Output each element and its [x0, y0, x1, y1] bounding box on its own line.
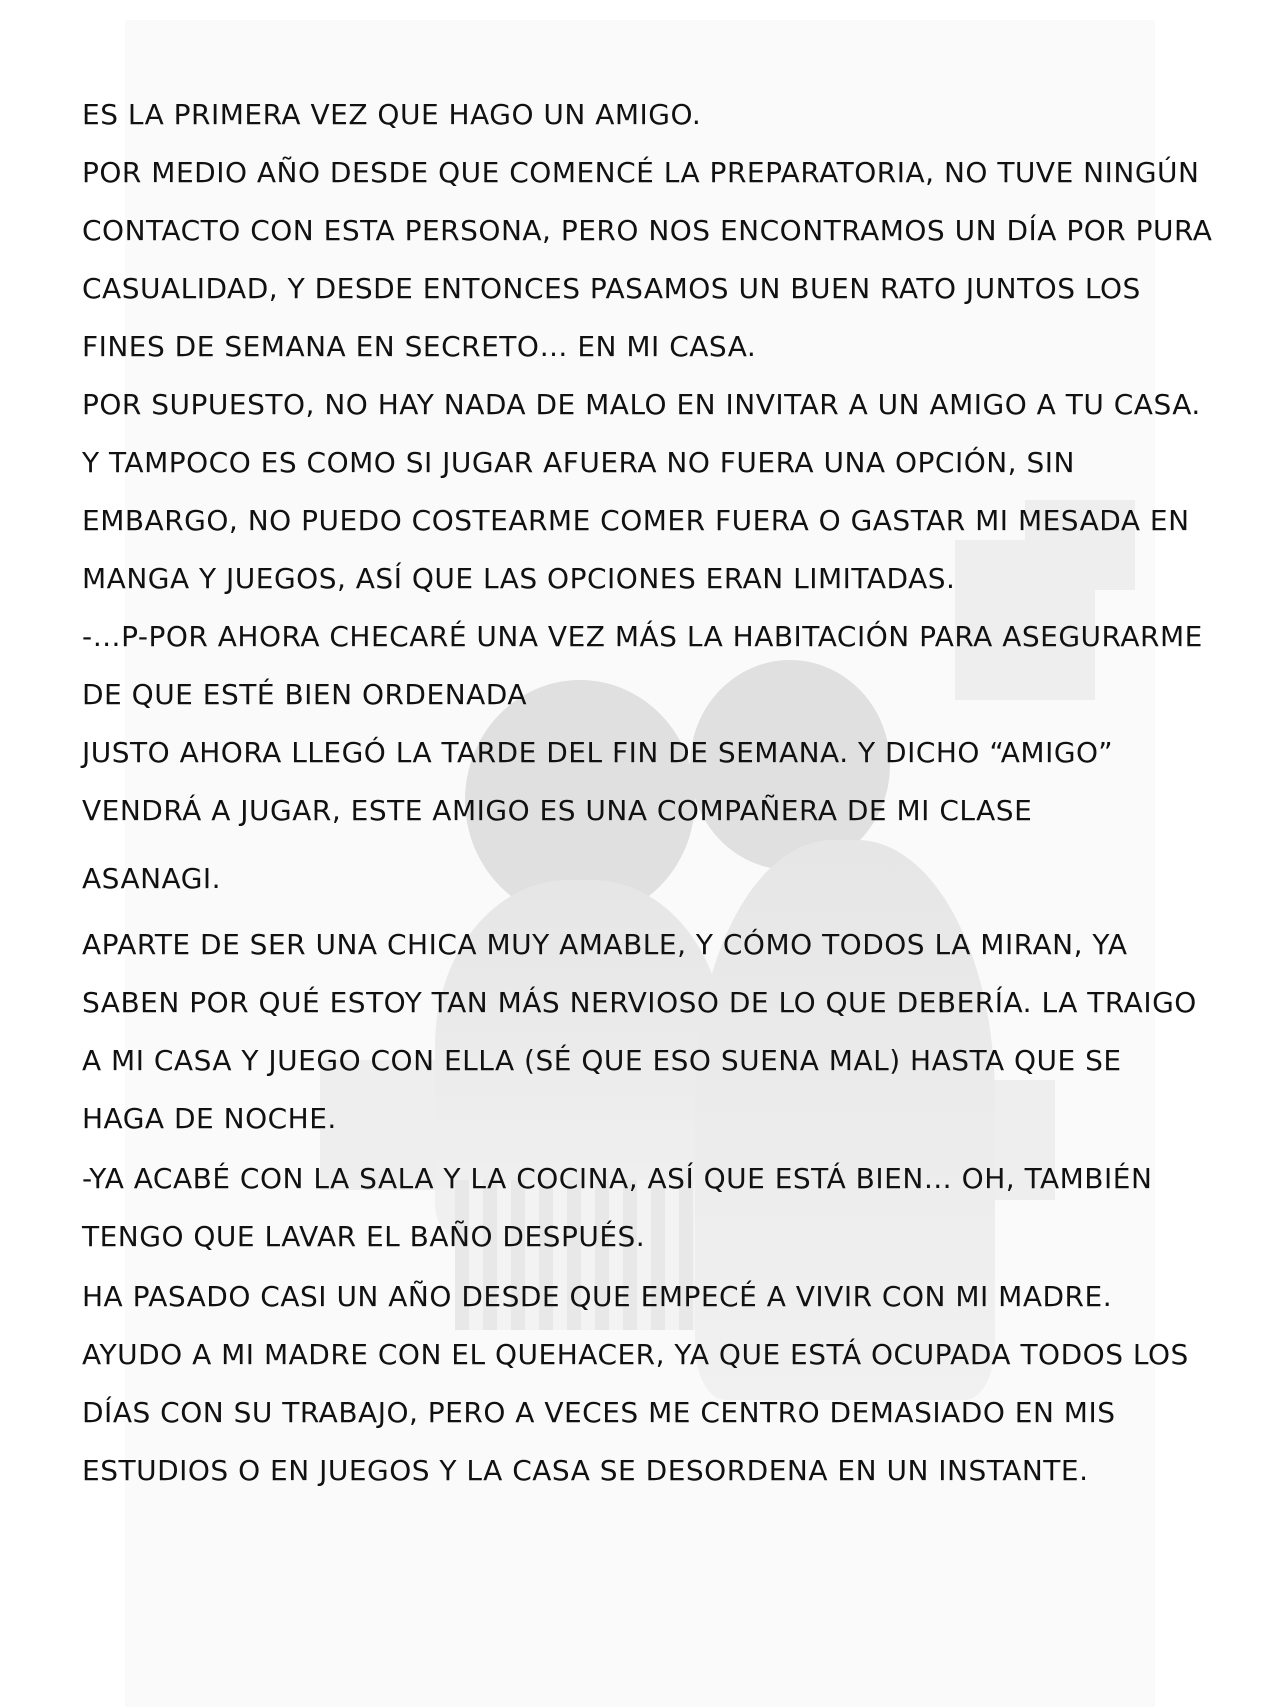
text-line: ASANAGI. — [82, 862, 222, 895]
text-line: POR SUPUESTO, NO HAY NADA DE MALO EN INVITAR A UN AMIGO A TU CASA. — [82, 388, 1201, 421]
text-line: HA PASADO CASI UN AÑO DESDE QUE EMPECÉ A VIVIR CON MI MADRE. — [82, 1280, 1113, 1313]
text-line: ES LA PRIMERA VEZ QUE HAGO UN AMIGO. — [82, 98, 702, 131]
text-line: Y TAMPOCO ES COMO SI JUGAR AFUERA NO FUERA UNA OPCIÓN, SIN — [82, 446, 1075, 479]
text-line: DÍAS CON SU TRABAJO, PERO A VECES ME CENTRO DEMASIADO EN MIS — [82, 1396, 1116, 1429]
text-line: EMBARGO, NO PUEDO COSTEARME COMER FUERA O GASTAR MI MESADA EN — [82, 504, 1190, 537]
text-line: POR MEDIO AÑO DESDE QUE COMENCÉ LA PREPARATORIA, NO TUVE NINGÚN — [82, 156, 1200, 189]
text-line: SABEN POR QUÉ ESTOY TAN MÁS NERVIOSO DE LO QUE DEBERÍA. LA TRAIGO — [82, 986, 1197, 1019]
text-line: TENGO QUE LAVAR EL BAÑO DESPUÉS. — [82, 1220, 646, 1253]
text-line: JUSTO AHORA LLEGÓ LA TARDE DEL FIN DE SEMANA. Y DICHO “AMIGO” — [82, 736, 1114, 769]
text-line: HAGA DE NOCHE. — [82, 1102, 337, 1135]
text-line: -YA ACABÉ CON LA SALA Y LA COCINA, ASÍ QUE ESTÁ BIEN… OH, TAMBIÉN — [82, 1162, 1153, 1195]
text-line: FINES DE SEMANA EN SECRETO… EN MI CASA. — [82, 330, 757, 363]
text-line: APARTE DE SER UNA CHICA MUY AMABLE, Y CÓMO TODOS LA MIRAN, YA — [82, 928, 1128, 961]
text-line: A MI CASA Y JUEGO CON ELLA (SÉ QUE ESO SUENA MAL) HASTA QUE SE — [82, 1044, 1122, 1077]
text-line: CASUALIDAD, Y DESDE ENTONCES PASAMOS UN BUEN RATO JUNTOS LOS — [82, 272, 1141, 305]
text-line: CONTACTO CON ESTA PERSONA, PERO NOS ENCONTRAMOS UN DÍA POR PURA — [82, 214, 1213, 247]
text-line: ESTUDIOS O EN JUEGOS Y LA CASA SE DESORDENA EN UN INSTANTE. — [82, 1454, 1089, 1487]
text-line: MANGA Y JUEGOS, ASÍ QUE LAS OPCIONES ERAN LIMITADAS. — [82, 562, 956, 595]
text-line: VENDRÁ A JUGAR, ESTE AMIGO ES UNA COMPAÑERA DE MI CLASE — [82, 794, 1033, 827]
text-block — [82, 86, 1212, 1500]
text-line: DE QUE ESTÉ BIEN ORDENADA — [82, 678, 528, 711]
text-line: -…P-POR AHORA CHECARÉ UNA VEZ MÁS LA HABITACIÓN PARA ASEGURARME — [82, 620, 1203, 653]
text-line: AYUDO A MI MADRE CON EL QUEHACER, YA QUE ESTÁ OCUPADA TODOS LOS — [82, 1338, 1189, 1371]
